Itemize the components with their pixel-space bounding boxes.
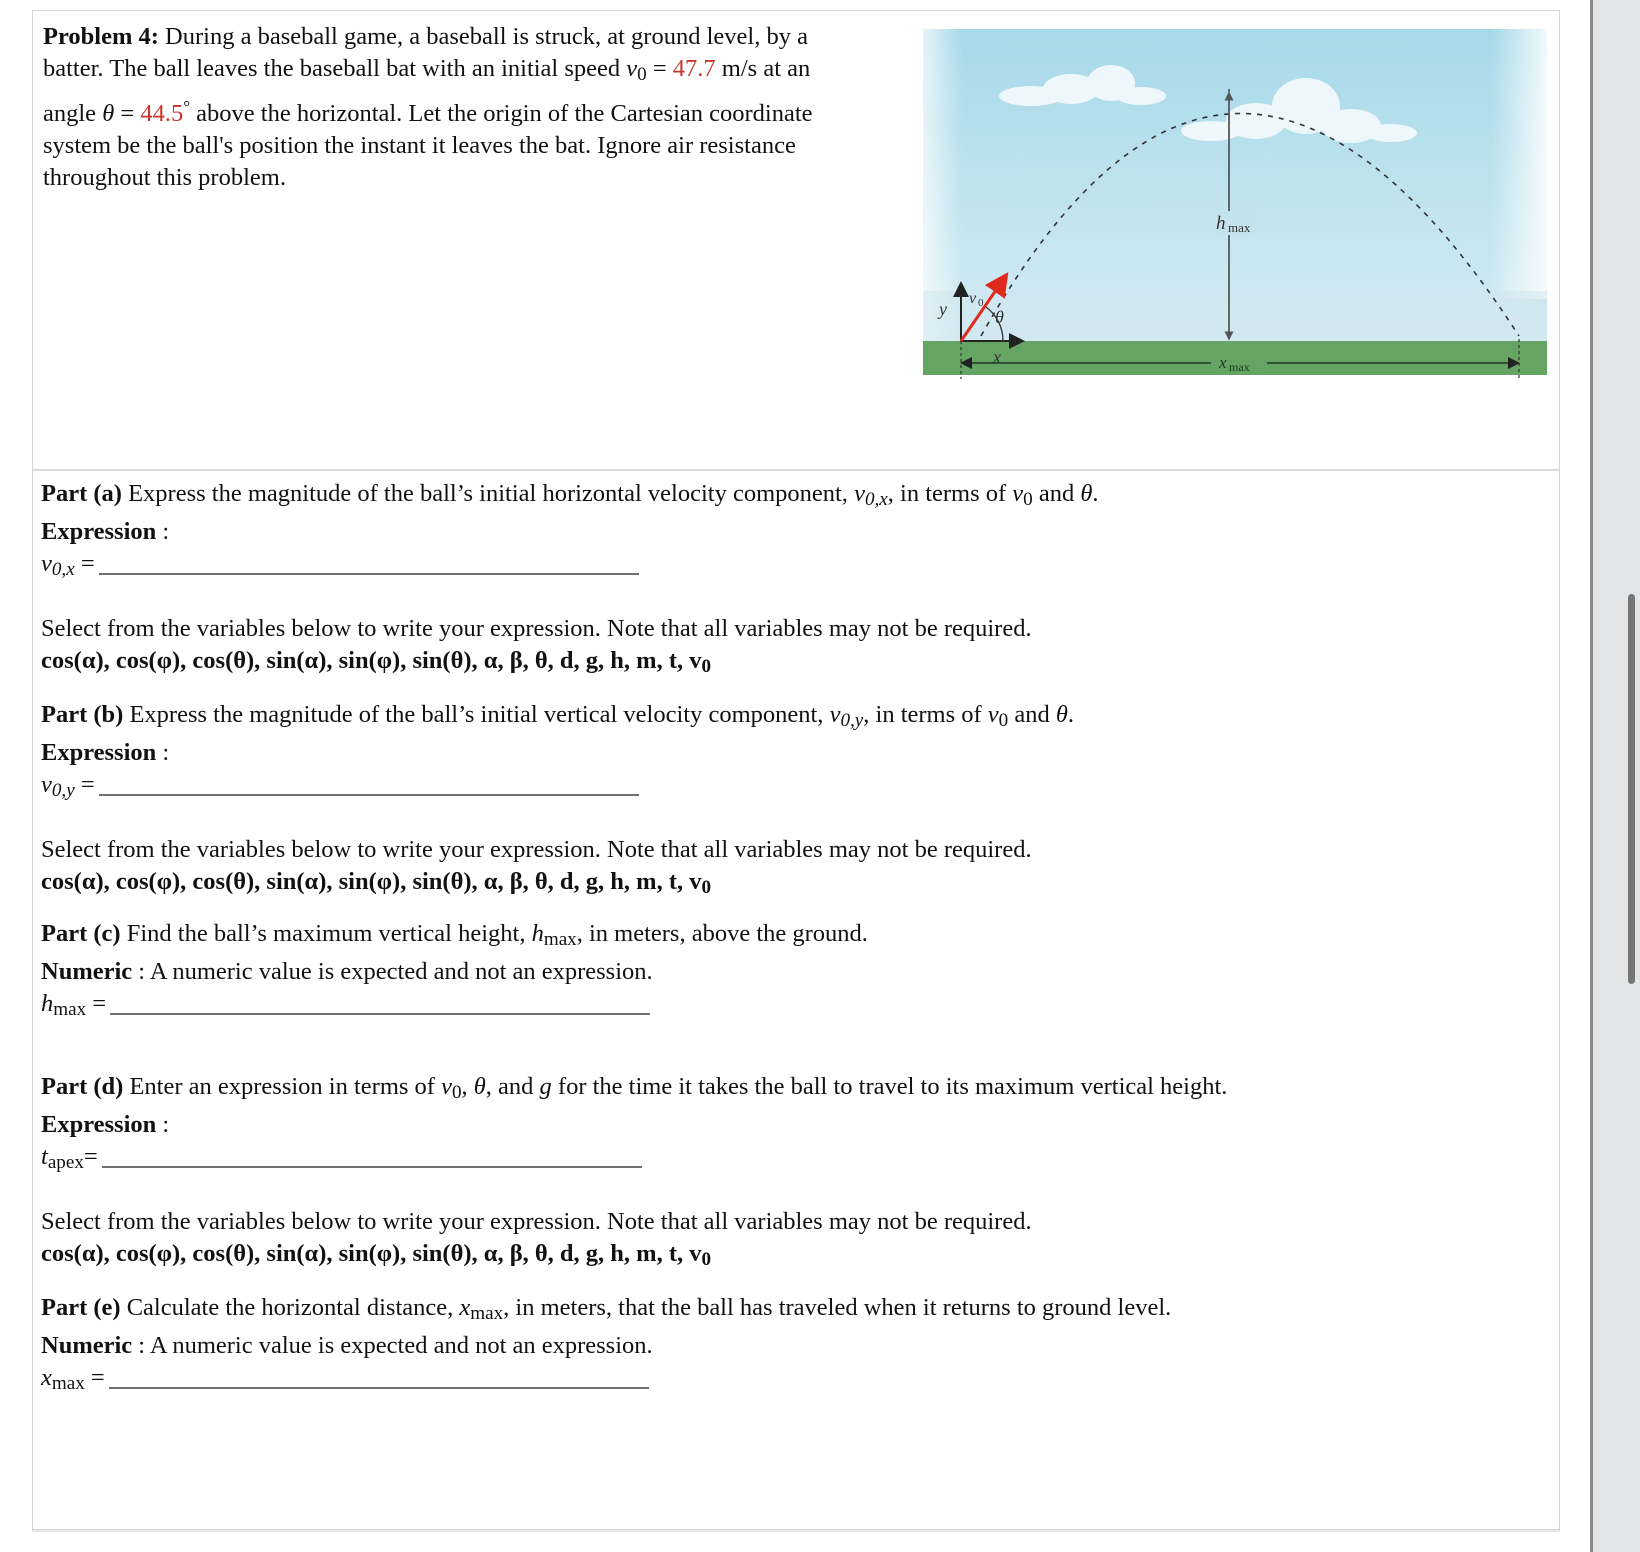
part-c-label: Part (c)	[41, 920, 121, 947]
problem-label: Problem 4:	[43, 23, 159, 50]
v0-sub: 0	[451, 1082, 462, 1104]
part-b-label: Part (b)	[41, 701, 124, 728]
symbol: v	[829, 701, 841, 728]
part-e-type	[41, 1330, 1171, 1362]
part-b	[41, 699, 1074, 905]
prompt-text: Calculate the horizontal distance,	[120, 1294, 460, 1321]
part-c-answer-row	[41, 988, 868, 1026]
part-d-answer-field[interactable]	[102, 1166, 642, 1168]
answer-sub: 0,y	[51, 780, 75, 802]
prompt-text: Find the ball’s maximum vertical height,	[120, 920, 532, 947]
answer-symbol: x	[41, 1364, 52, 1392]
v0-subscript: 0	[637, 64, 647, 86]
part-c-type	[41, 956, 868, 988]
answer-sub: max	[53, 999, 87, 1021]
answer-equals: =	[86, 990, 107, 1018]
prompt-text: and	[1032, 480, 1081, 507]
problem-card	[32, 10, 1560, 1530]
degree-symbol: °	[183, 97, 191, 117]
part-d-answer-row	[41, 1141, 1227, 1179]
answer-symbol: v	[41, 550, 52, 578]
part-d-label: Part (d)	[41, 1073, 124, 1100]
prompt-text: , in meters, above the ground.	[576, 920, 868, 947]
variables-sub: 0	[701, 656, 712, 678]
variables-sub: 0	[701, 1249, 712, 1271]
svg-text:max: max	[1229, 360, 1250, 374]
symbol: h	[531, 920, 544, 947]
theta-symbol: θ	[102, 100, 115, 128]
variables-list: cos(α), cos(φ), cos(θ), sin(α), sin(φ), sin(θ), α, β, θ, d, g, h, m, t, v	[41, 868, 702, 896]
svg-text:max: max	[1228, 220, 1251, 235]
prompt-text: , and	[485, 1073, 540, 1100]
part-c-answer-field[interactable]	[110, 1013, 650, 1015]
prompt-text: , in terms of	[887, 480, 1013, 507]
prompt-text: and	[1008, 701, 1056, 728]
part-a-select-instructions: Select from the variables below to write your expression. Note that all variables may not be required.	[41, 615, 1032, 643]
svg-text:v: v	[969, 290, 977, 307]
answer-symbol: h	[41, 990, 54, 1018]
part-a	[41, 478, 1099, 684]
part-b-prompt	[41, 699, 1074, 737]
type-label: Numeric	[41, 1332, 133, 1360]
answer-equals: =	[84, 1364, 105, 1392]
trajectory-figure	[911, 21, 1555, 381]
part-a-answer-row	[41, 548, 1099, 586]
part-c-prompt	[41, 918, 868, 956]
v0-value: 47.7	[672, 55, 716, 82]
period: .	[1067, 701, 1075, 728]
part-e	[41, 1292, 1171, 1400]
scrollbar-thumb[interactable]	[1628, 594, 1635, 984]
v0-symbol: v	[987, 701, 999, 728]
variables-list: cos(α), cos(φ), cos(θ), sin(α), sin(φ), sin(θ), α, β, θ, d, g, h, m, t, v	[41, 1240, 702, 1268]
type-sep: :	[156, 518, 170, 546]
type-label: Expression	[41, 1111, 157, 1139]
answer-equals: =	[83, 1143, 98, 1171]
answer-equals: =	[74, 771, 95, 799]
part-d-prompt	[41, 1071, 1227, 1109]
prompt-text: for the time it takes the ball to travel to its maximum vertical height.	[551, 1073, 1228, 1100]
problem-text-1: During a baseball game, a baseball is struck, at ground level, by a batter. The ball leaves the baseball bat with an initial speed	[43, 23, 808, 82]
part-d-select-instructions: Select from the variables below to write your expression. Note that all variables may not be required.	[41, 1208, 1032, 1236]
symbol: v	[854, 480, 865, 507]
part-e-label: Part (e)	[41, 1294, 121, 1321]
vertical-scrollbar[interactable]	[1590, 0, 1640, 1552]
symbol-sub: max	[470, 1303, 504, 1325]
svg-text:θ: θ	[995, 307, 1004, 327]
answer-sub: max	[51, 1373, 85, 1395]
variables-list: cos(α), cos(φ), cos(θ), sin(α), sin(φ), sin(θ), α, β, θ, d, g, h, m, t, v	[41, 647, 702, 675]
svg-text:h: h	[1216, 213, 1226, 234]
part-e-answer-field[interactable]	[109, 1387, 649, 1389]
part-a-type	[41, 516, 1099, 548]
part-c	[41, 918, 868, 1026]
part-e-prompt	[41, 1292, 1171, 1330]
part-b-select-instructions: Select from the variables below to write your expression. Note that all variables may not be required.	[41, 836, 1032, 864]
type-sep: :	[156, 1111, 170, 1139]
part-a-answer-field[interactable]	[99, 573, 639, 575]
type-label: Expression	[41, 739, 157, 767]
part-b-answer-row	[41, 769, 1074, 807]
type-label: Numeric	[41, 958, 133, 986]
equals: =	[114, 100, 141, 128]
part-d-type	[41, 1109, 1227, 1141]
prompt-text: Express the magnitude of the ball’s initial horizontal velocity component,	[121, 480, 855, 507]
prompt-text: ,	[461, 1073, 474, 1100]
part-a-label: Part (a)	[41, 480, 122, 507]
part-d-variables	[41, 1238, 1227, 1276]
answer-symbol: t	[41, 1143, 48, 1171]
part-a-prompt	[41, 478, 1099, 516]
theta-symbol: θ	[1055, 701, 1068, 728]
svg-text:x: x	[993, 347, 1001, 367]
answer-sub: 0,x	[51, 559, 75, 581]
section-divider	[33, 469, 1559, 471]
svg-text:y: y	[939, 299, 947, 319]
prompt-text: , in terms of	[863, 701, 988, 728]
problem-statement	[43, 21, 863, 194]
type-label: Expression	[41, 518, 157, 546]
part-d	[41, 1071, 1227, 1277]
answer-sub: apex	[47, 1152, 84, 1174]
theta-symbol: θ	[1080, 480, 1093, 507]
theta-symbol: θ	[473, 1073, 486, 1100]
part-b-type	[41, 737, 1074, 769]
svg-text:0: 0	[978, 297, 984, 309]
theta-value: 44.5	[140, 100, 184, 128]
svg-text:x: x	[1219, 353, 1227, 372]
v0-sub: 0	[998, 710, 1009, 732]
g-symbol: g	[539, 1073, 552, 1100]
v0-symbol: v	[441, 1073, 452, 1100]
symbol: x	[459, 1294, 471, 1321]
prompt-text: Enter an expression in terms of	[123, 1073, 442, 1100]
symbol-sub: max	[543, 929, 577, 951]
equals: =	[646, 55, 673, 82]
type-sep: : A numeric value is expected and not an expression.	[132, 1332, 653, 1360]
problem-text-2: m/s at an angle	[43, 55, 811, 128]
part-e-answer-row	[41, 1362, 1171, 1400]
v0-symbol: v	[1012, 480, 1024, 507]
part-b-answer-field[interactable]	[99, 794, 639, 796]
type-sep: :	[156, 739, 170, 767]
v0-sub: 0	[1023, 489, 1033, 511]
symbol-sub: 0,x	[864, 489, 888, 511]
v0-symbol: v	[626, 55, 638, 82]
symbol-sub: 0,y	[840, 710, 864, 732]
part-b-variables	[41, 866, 1074, 904]
period: .	[1092, 480, 1099, 507]
answer-symbol: v	[41, 771, 52, 799]
prompt-text: , in meters, that the ball has traveled when it returns to ground level.	[503, 1294, 1172, 1321]
problem-text-3: above the horizontal. Let the origin of the Cartesian coordinate system be the ball's position the instant it leaves the bat. Ignore air resistance throughout this problem.	[43, 100, 813, 192]
part-a-variables	[41, 645, 1099, 683]
answer-equals: =	[74, 550, 95, 578]
variables-sub: 0	[701, 877, 712, 899]
prompt-text: Express the magnitude of the ball’s initial vertical velocity component,	[123, 701, 830, 728]
type-sep: : A numeric value is expected and not an expression.	[132, 958, 653, 986]
